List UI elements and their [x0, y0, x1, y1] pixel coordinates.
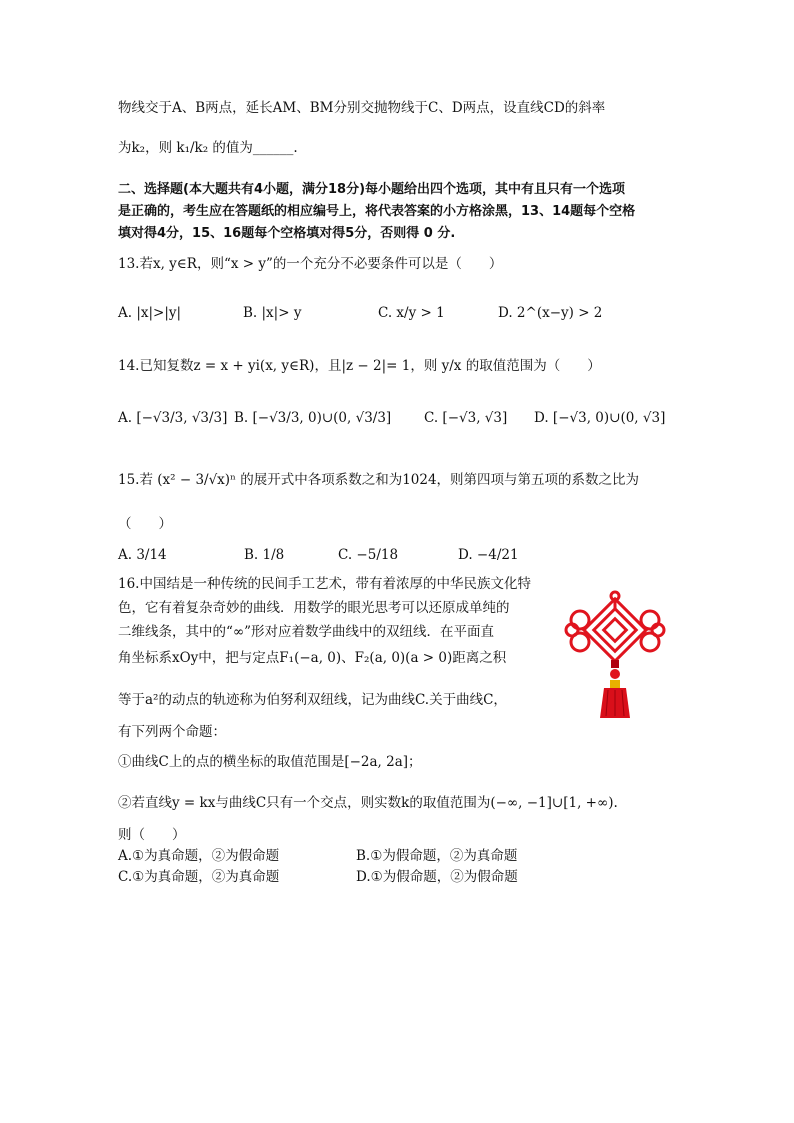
q16-line3: 二维线条，其中的“∞”形对应着数学曲线中的双纽线．在平面直 — [118, 624, 495, 640]
q16-option-d: D.①为假命题，②为假命题 — [356, 869, 518, 885]
q15-stem: 15.若 (x² − 3/√x)ⁿ 的展开式中各项系数之和为1024，则第四项与第五项的系数之比为 — [118, 472, 640, 488]
chinese-knot-icon — [560, 590, 670, 720]
q12-line1: 物线交于A、B两点，延长AM、BM分别交抛物线于C、D两点，设直线CD的斜率 — [118, 100, 606, 116]
q16-line4: 角坐标系xOy中，把与定点F₁(−a, 0)、F₂(a, 0)(a > 0)距离之积 — [118, 650, 507, 666]
q16-then: 则（ ） — [118, 827, 186, 843]
q13-option-a: A. |x|>|y| — [118, 305, 182, 321]
q16-option-a: A.①为真命题，②为假命题 — [118, 848, 280, 864]
q16-line6: 有下列两个命题： — [118, 724, 226, 740]
q16-prop2: ②若直线y = kx与曲线C只有一个交点，则实数k的取值范围为(−∞, −1]∪[1, +∞). — [118, 795, 618, 811]
q16-line5: 等于a²的动点的轨迹称为伯努利双纽线，记为曲线C.关于曲线C， — [118, 692, 507, 708]
q15-option-b: B. 1/8 — [244, 547, 285, 563]
q13-option-b: B. |x|> y — [243, 305, 302, 321]
q16-option-b: B.①为假命题，②为真命题 — [356, 848, 518, 864]
q14-option-d: D. [−√3, 0)∪(0, √3] — [534, 410, 666, 426]
q13-option-d: D. 2^(x−y) > 2 — [498, 305, 603, 321]
q14-option-c: C. [−√3, √3] — [424, 410, 508, 426]
q15-paren: （ ） — [118, 516, 172, 532]
q13-option-c: C. x/y > 1 — [378, 305, 445, 321]
q16-line2: 色，它有着复杂奇妙的曲线．用数学的眼光思考可以还原成单纯的 — [118, 600, 510, 616]
section2-line3: 填对得4分，15、16题每个空格填对得5分，否则得 0 分. — [118, 226, 456, 241]
section2-line1: 二、选择题(本大题共有4小题，满分18分)每小题给出四个选项，其中有且只有一个选项 — [118, 182, 626, 197]
q16-line1: 16.中国结是一种传统的民间手工艺术，带有着浓厚的中华民族文化特 — [118, 576, 531, 592]
q12-line2: 为k₂，则 k₁/k₂ 的值为______. — [118, 140, 298, 156]
q14-option-b: B. [−√3/3, 0)∪(0, √3/3] — [234, 410, 392, 426]
q15-option-d: D. −4/21 — [458, 547, 519, 563]
q16-option-c: C.①为真命题，②为真命题 — [118, 869, 280, 885]
q13-stem: 13.若x, y∈R，则“x > y”的一个充分不必要条件可以是（ ） — [118, 256, 503, 272]
q16-prop1: ①曲线C上的点的横坐标的取值范围是[−2a, 2a]； — [118, 754, 422, 770]
section2-line2: 是正确的，考生应在答题纸的相应编号上，将代表答案的小方格涂黑，13、14题每个空格 — [118, 204, 636, 219]
q14-option-a: A. [−√3/3, √3/3] — [118, 410, 228, 426]
q15-option-c: C. −5/18 — [338, 547, 399, 563]
q14-stem: 14.已知复数z = x + yi(x, y∈R)，且|z − 2|= 1，则 y/x 的取值范围为（ ） — [118, 358, 601, 374]
q15-option-a: A. 3/14 — [118, 547, 167, 563]
